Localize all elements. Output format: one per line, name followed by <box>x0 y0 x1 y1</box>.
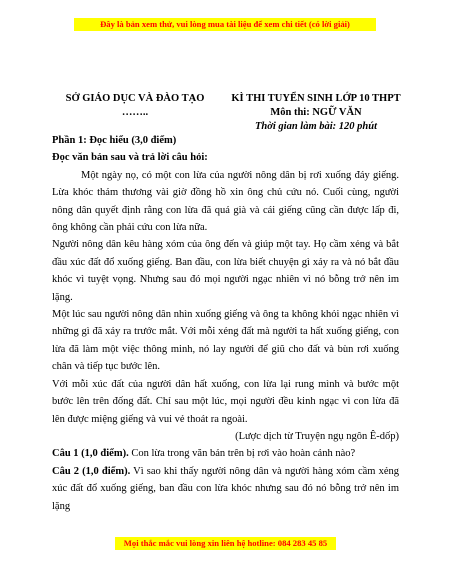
header-left <box>60 92 210 120</box>
question-1 <box>52 445 399 462</box>
passage-paragraph-1: Một ngày nọ, có một con lừa của người nông dân bị rơi xuống đáy giếng. Lừa khóc thảm thương vài giờ đồng hồ xin ông chủ cứu nó. Cuối cùng, người nông dân quyết định rằng con lừa đã quá già và cái giếng cũng cần được lấp đi, ông không cần phải cứu con lừa nữa. <box>52 169 399 234</box>
hotline-footer: Mọi thắc mắc vui lòng xin liên hệ hotline: 084 283 45 85 <box>115 537 336 550</box>
exam-duration: Thời gian làm bài: 120 phút <box>254 121 378 132</box>
question-2-label: Câu 2 (1,0 điểm). <box>52 465 131 477</box>
question-1-text: Con lừa trong văn bản trên bị rơi vào hoàn cảnh nào? <box>128 448 356 460</box>
exam-subject: Môn thi: NGỮ VĂN <box>270 107 362 118</box>
department-name: SỞ GIÁO DỤC VÀ ĐÀO TẠO <box>65 93 205 104</box>
preview-banner: Đây là bản xem thử, vui lòng mua tài liệu để xem chi tiết (có lời giải) <box>74 18 376 31</box>
question-1-label: Câu 1 (1,0 điểm). <box>52 448 129 460</box>
passage-paragraph-3: Một lúc sau người nông dân nhìn xuống giếng và ông ta không khỏi ngạc nhiên vì những gì đã xảy ra trước mắt. Với mỗi xẻng đất mà người ta hất xuống giếng, con lừa đã làm một việc thông minh, nó lay người để giũ cho đất và bùn rơi xuống chân và tiếp tục bước lên. <box>52 309 399 373</box>
section-instruction: Đọc văn bản sau và trả lời câu hỏi: <box>52 152 208 164</box>
passage-paragraph-4: Với mỗi xúc đất của người dân hất xuống, con lừa lại rung mình và bước một bước lên trên đống đất. Chỉ sau một lúc, mọi người đều kinh ngạc vì con lừa đã lên được miệng giếng và vui vẻ thoát ra ngoài. <box>52 378 399 425</box>
document-body <box>52 132 399 515</box>
department-placeholder: …….. <box>121 107 149 118</box>
question-2 <box>52 463 399 515</box>
question-2-text: Vì sao khi thấy người nông dân và người hàng xóm cầm xẻng xúc đất đổ xuống giếng, ban đầu con lừa khóc nhưng sau đó nó bỗng trở nên im lặng <box>52 465 399 512</box>
header-right <box>221 92 411 134</box>
section-title: Phần 1: Đọc hiểu (3,0 điểm) <box>52 135 177 146</box>
passage-source: (Lược dịch từ Truyện ngụ ngôn Ê-dốp) <box>235 430 399 442</box>
passage-paragraph-2: Người nông dân kêu hàng xóm của ông đến và giúp một tay. Họ cầm xẻng và bắt đầu xúc đất đổ xuống giếng. Ban đầu, con lừa biết chuyện gì xảy ra và nó bắt đầu khóc vì tuyệt vọng. Nhưng sau đó mọi người ngạc nhiên vì nó bỗng trở nên im lặng. <box>52 239 399 303</box>
exam-title: KÌ THI TUYỂN SINH LỚP 10 THPT <box>231 93 401 104</box>
